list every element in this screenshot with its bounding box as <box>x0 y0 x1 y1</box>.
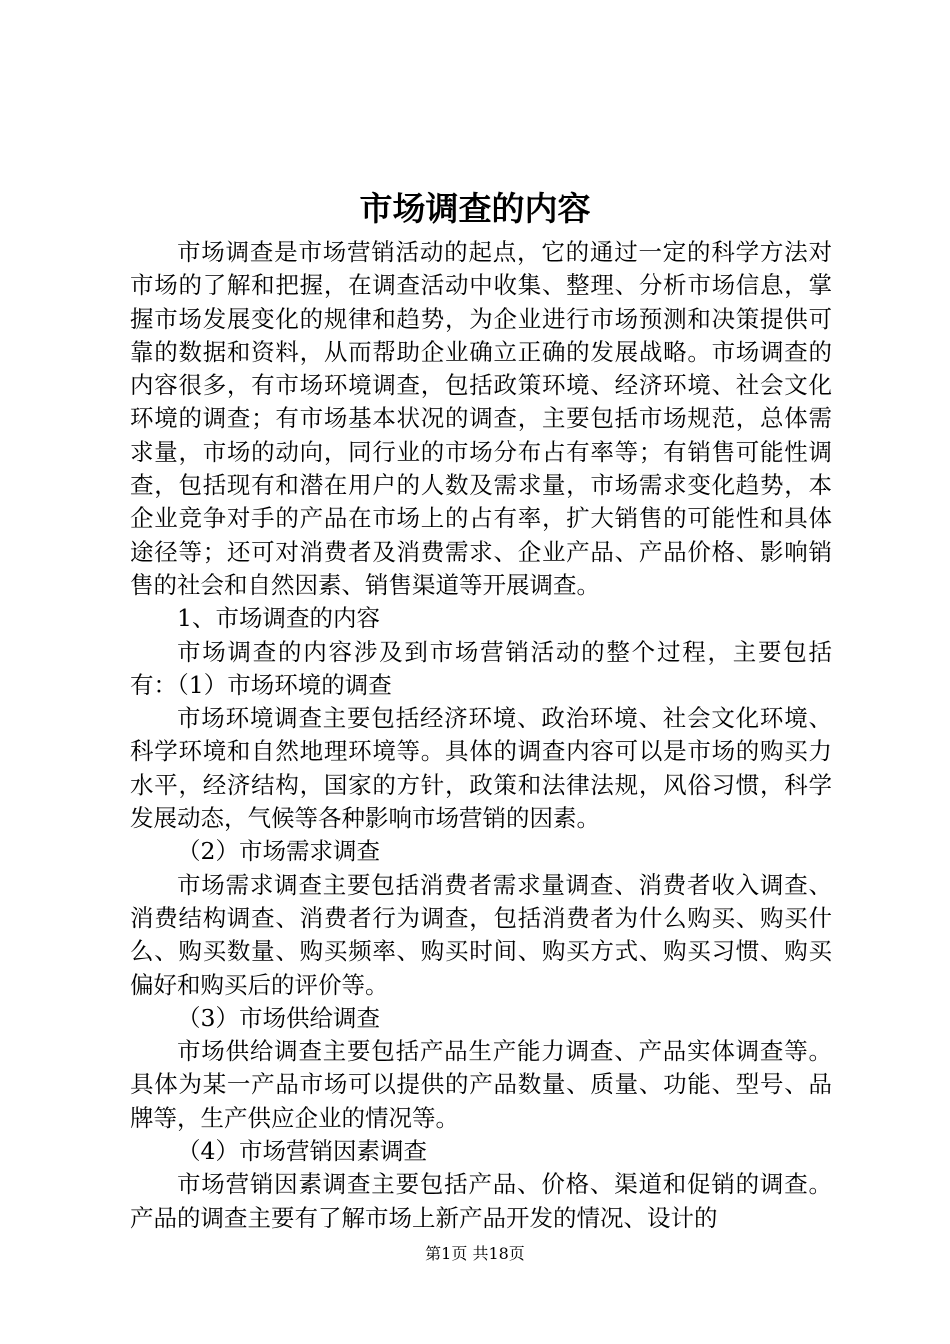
page-footer: 第1页 共18页 <box>425 1244 525 1263</box>
heading-market-supply: （3）市场供给调查 <box>177 1003 380 1032</box>
document-title: 市场调查的内容 <box>359 189 591 228</box>
paragraph-market-demand: 市场需求调查主要包括消费者需求量调查、消费者收入调查、消费结构调查、消费者行为调查，包括消费者为什么购买、购买什么、购买数量、购买频率、购买时间、购买方式、购买习惯、购买偏好和购买后的评价等。 <box>130 870 832 999</box>
paragraph-intro: 市场调查是市场营销活动的起点，它的通过一定的科学方法对市场的了解和把握，在调查活动中收集、整理、分析市场信息，掌握市场发展变化的规律和趋势，为企业进行市场预测和决策提供可靠的数据和资料，从而帮助企业确立正确的发展战略。市场调查的内容很多，有市场环境调查，包括政策环境、经济环境、社会文化环境的调查；有市场基本状况的调查，主要包括市场规范，总体需求量，市场的动向，同行业的市场分布占有率等；有销售可能性调查，包括现有和潜在用户的人数及需求量，市场需求变化趋势，本企业竞争对手的产品在市场上的占有率，扩大销售的可能性和具体途径等；还可对消费者及消费需求、企业产品、产品价格、影响销售的社会和自然因素、销售渠道等开展调查。 <box>130 238 832 599</box>
heading-marketing-factors: （4）市场营销因素调查 <box>177 1137 427 1166</box>
heading-market-demand: （2）市场需求调查 <box>177 837 380 866</box>
document-body <box>130 236 832 1235</box>
paragraph-market-supply: 市场供给调查主要包括产品生产能力调查、产品实体调查等。具体为某一产品市场可以提供的产品数量、质量、功能、型号、品牌等，生产供应企业的情况等。 <box>130 1037 832 1132</box>
paragraph-marketing-factors: 市场营销因素调查主要包括产品、价格、渠道和促销的调查。产品的调查主要有了解市场上新产品开发的情况、设计的 <box>130 1170 832 1232</box>
paragraph-market-environment: 市场环境调查主要包括经济环境、政治环境、社会文化环境、科学环境和自然地理环境等。具体的调查内容可以是市场的购买力水平，经济结构，国家的方针，政策和法律法规，风俗习惯，科学发展动态，气候等各种影响市场营销的因素。 <box>130 704 832 833</box>
paragraph-section-1: 市场调查的内容涉及到市场营销活动的整个过程，主要包括有：（1）市场环境的调查 <box>130 637 832 699</box>
heading-section-1: 1、市场调查的内容 <box>177 604 380 633</box>
